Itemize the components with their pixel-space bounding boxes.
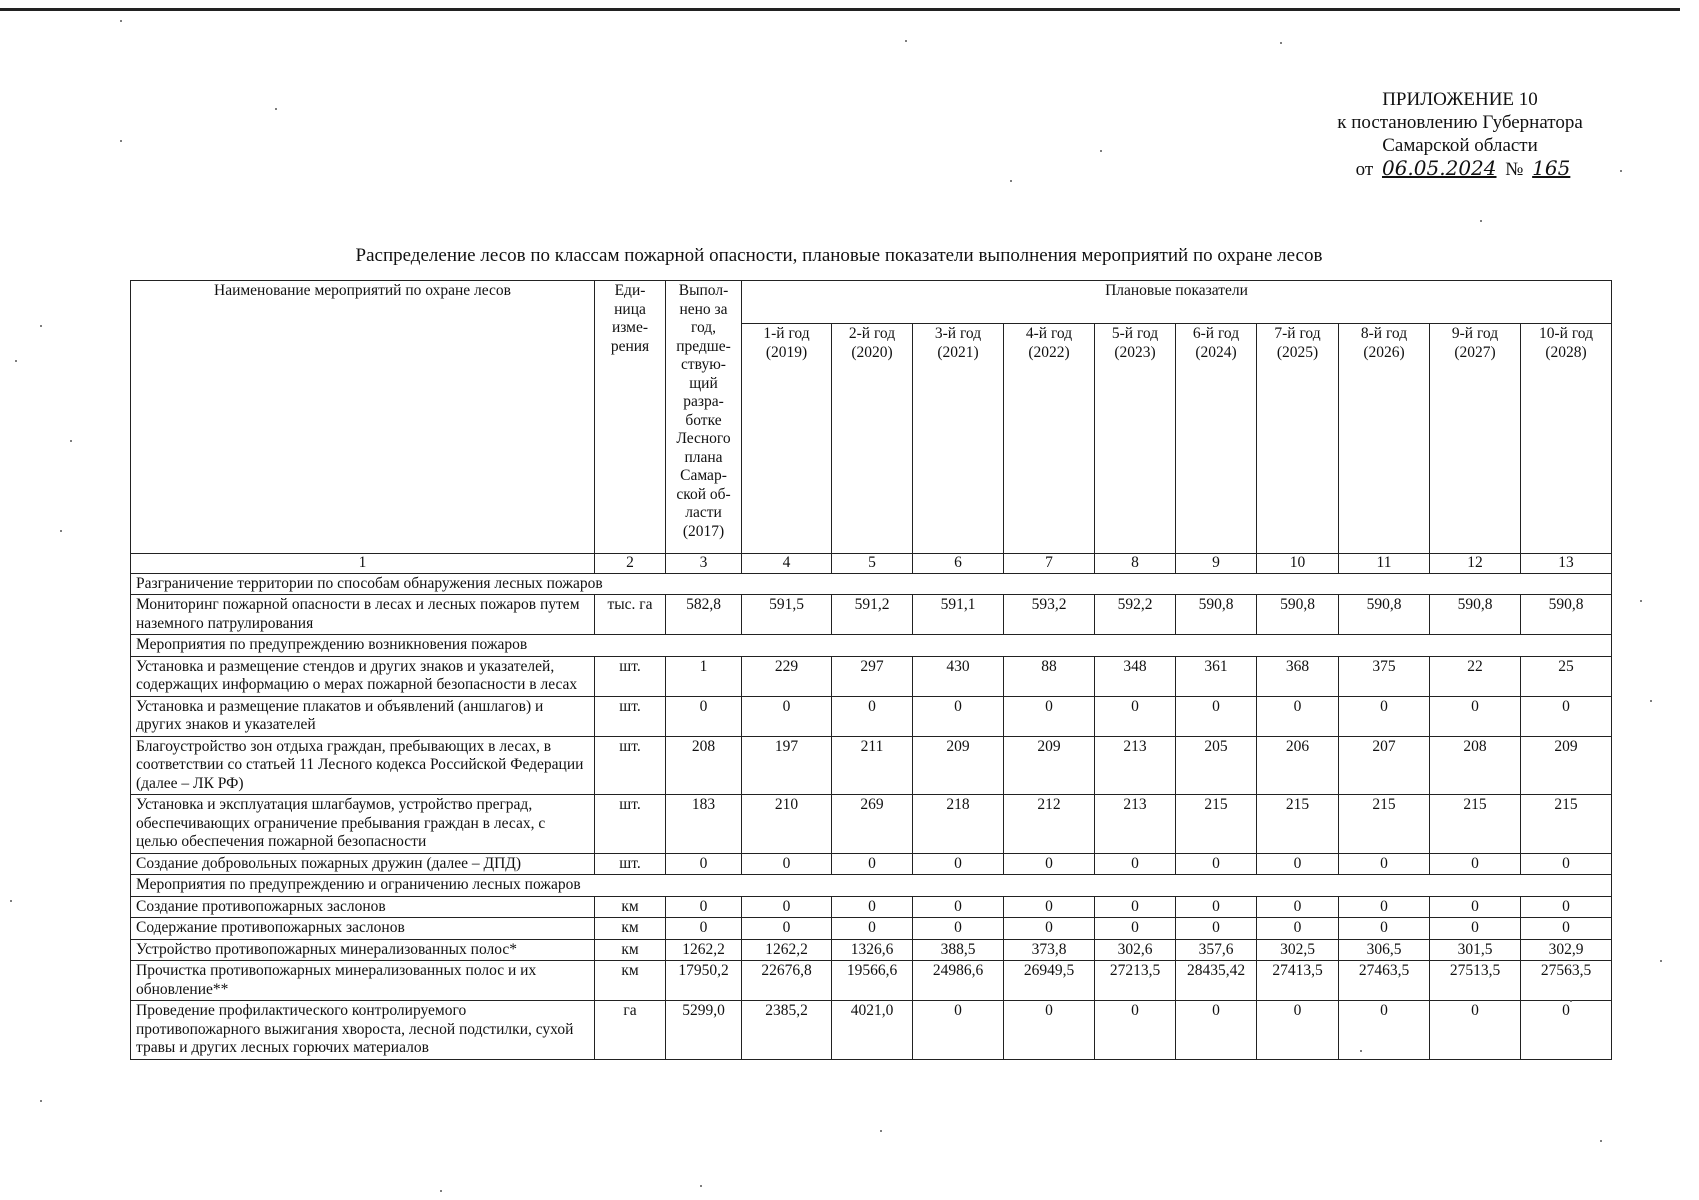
appendix-date-line [1356, 157, 1575, 181]
plan-value-cell: 591,1 [913, 595, 1004, 635]
plan-value-cell: 269 [832, 795, 913, 854]
plan-value-cell: 0 [1430, 896, 1521, 918]
plan-value-cell: 213 [1095, 736, 1176, 795]
measure-name: Проведение профилактического контролируемого противопожарного выжигания хвороста, лесной подстилки, сухой травы и других лесных горючих материалов [131, 1001, 595, 1060]
plan-value-cell: 0 [1430, 918, 1521, 940]
table-row [131, 853, 1612, 875]
plan-value-cell: 590,8 [1521, 595, 1612, 635]
section-title: Мероприятия по предупреждению и ограничению лесных пожаров [131, 875, 1612, 897]
plan-value-cell: 27513,5 [1430, 961, 1521, 1001]
plan-value-cell: 27463,5 [1339, 961, 1430, 1001]
section-title: Разграничение территории по способам обнаружения лесных пожаров [131, 573, 1612, 595]
scan-speck [1010, 180, 1012, 182]
plan-value-cell: 590,8 [1176, 595, 1257, 635]
plan-value-cell: 0 [1339, 1001, 1430, 1060]
plan-value-cell: 302,5 [1257, 939, 1339, 961]
plan-value-cell: 22676,8 [742, 961, 832, 1001]
column-number-cell: 6 [913, 554, 1004, 574]
handwritten-number: 165 [1532, 156, 1571, 180]
plan-value-cell: 229 [742, 656, 832, 696]
scan-speck [1640, 600, 1642, 602]
plan-value-cell: 1326,6 [832, 939, 913, 961]
done-value-cell: 0 [666, 696, 742, 736]
table-row [131, 656, 1612, 696]
plan-value-cell: 0 [1339, 896, 1430, 918]
plan-value-cell: 0 [1004, 696, 1095, 736]
plan-value-cell: 27563,5 [1521, 961, 1612, 1001]
column-number-cell: 10 [1257, 554, 1339, 574]
scan-speck [1480, 220, 1482, 222]
plan-value-cell: 218 [913, 795, 1004, 854]
section-title: Мероприятия по предупреждению возникновения пожаров [131, 635, 1612, 657]
plan-value-cell: 209 [1521, 736, 1612, 795]
scan-speck [1660, 960, 1662, 962]
plan-value-cell: 28435,42 [1176, 961, 1257, 1001]
header-plan-indicators: Плановые показатели [742, 281, 1612, 324]
plan-value-cell: 348 [1095, 656, 1176, 696]
plan-value-cell: 215 [1521, 795, 1612, 854]
unit-cell: шт. [595, 696, 666, 736]
section-row [131, 573, 1612, 595]
table-row [131, 918, 1612, 940]
plan-value-cell: 0 [1004, 918, 1095, 940]
plan-value-cell: 209 [1004, 736, 1095, 795]
plan-value-cell: 209 [913, 736, 1004, 795]
plan-value-cell: 210 [742, 795, 832, 854]
plan-value-cell: 0 [1257, 696, 1339, 736]
measure-name: Создание противопожарных заслонов [131, 896, 595, 918]
plan-value-cell: 0 [1339, 696, 1430, 736]
plan-value-cell: 0 [1176, 1001, 1257, 1060]
plan-value-cell: 1262,2 [742, 939, 832, 961]
column-number-cell: 1 [131, 554, 595, 574]
plan-value-cell: 593,2 [1004, 595, 1095, 635]
measure-name: Устройство противопожарных минерализованных полос* [131, 939, 595, 961]
column-number-cell: 11 [1339, 554, 1430, 574]
document-title: Распределение лесов по классам пожарной опасности, плановые показатели выполнения мероприятий по охране лесов [355, 245, 1323, 266]
plan-value-cell: 0 [1521, 696, 1612, 736]
plan-value-cell: 297 [832, 656, 913, 696]
plan-value-cell: 0 [832, 853, 913, 875]
scan-speck [1570, 1000, 1572, 1002]
measure-name: Установка и размещение стендов и других знаков и указателей, содержащих информацию о мерах пожарной безопасности в лесах [131, 656, 595, 696]
plan-value-cell: 591,5 [742, 595, 832, 635]
plan-value-cell: 0 [1521, 1001, 1612, 1060]
plan-value-cell: 0 [832, 896, 913, 918]
plan-value-cell: 27213,5 [1095, 961, 1176, 1001]
header-year-cell: 6-й год (2024) [1176, 324, 1257, 554]
header-year-cell: 3-й год (2021) [913, 324, 1004, 554]
unit-cell: км [595, 939, 666, 961]
scan-speck [10, 900, 12, 902]
header-year-cell: 10-й год (2028) [1521, 324, 1612, 554]
measure-name: Прочистка противопожарных минерализованных полос и их обновление** [131, 961, 595, 1001]
column-number-cell: 13 [1521, 554, 1612, 574]
handwritten-date: 06.05.2024 [1381, 156, 1497, 180]
scan-speck [40, 325, 42, 327]
done-value-cell: 1262,2 [666, 939, 742, 961]
unit-cell: шт. [595, 795, 666, 854]
plan-value-cell: 205 [1176, 736, 1257, 795]
plan-value-cell: 0 [1176, 918, 1257, 940]
plan-value-cell: 0 [742, 896, 832, 918]
plan-value-cell: 590,8 [1257, 595, 1339, 635]
plan-value-cell: 0 [913, 1001, 1004, 1060]
scan-speck [1100, 150, 1102, 152]
table-row [131, 961, 1612, 1001]
plan-value-cell: 19566,6 [832, 961, 913, 1001]
scan-speck [15, 360, 17, 362]
plan-value-cell: 0 [1257, 918, 1339, 940]
plan-value-cell: 215 [1257, 795, 1339, 854]
plan-value-cell: 0 [1004, 896, 1095, 918]
plan-value-cell: 0 [913, 696, 1004, 736]
plan-value-cell: 430 [913, 656, 1004, 696]
plan-value-cell: 0 [913, 896, 1004, 918]
measure-name: Благоустройство зон отдыха граждан, пребывающих в лесах, в соответствии со статьей 11 Лесного кодекса Российской Федерации (далее – ЛК РФ) [131, 736, 595, 795]
column-number-cell: 12 [1430, 554, 1521, 574]
table-row [131, 736, 1612, 795]
header-year-cell: 5-й год (2023) [1095, 324, 1176, 554]
plan-value-cell: 0 [742, 853, 832, 875]
column-number-cell: 8 [1095, 554, 1176, 574]
unit-cell: шт. [595, 736, 666, 795]
plan-value-cell: 0 [742, 696, 832, 736]
plan-value-cell: 306,5 [1339, 939, 1430, 961]
unit-cell: тыс. га [595, 595, 666, 635]
plan-value-cell: 2385,2 [742, 1001, 832, 1060]
plan-value-cell: 206 [1257, 736, 1339, 795]
scan-speck [70, 440, 72, 442]
unit-cell: шт. [595, 853, 666, 875]
measure-name: Установка и эксплуатация шлагбаумов, устройство преград, обеспечивающих ограничение пребывания граждан в лесах, с целью обеспечения пожарной безопасности [131, 795, 595, 854]
table-row [131, 696, 1612, 736]
scan-speck [60, 530, 62, 532]
plan-value-cell: 0 [1095, 896, 1176, 918]
plan-value-cell: 0 [1521, 896, 1612, 918]
plan-value-cell: 0 [1095, 918, 1176, 940]
column-number-cell: 2 [595, 554, 666, 574]
plan-value-cell: 0 [1257, 1001, 1339, 1060]
scan-speck [440, 1190, 442, 1192]
plan-value-cell: 0 [1430, 1001, 1521, 1060]
plan-value-cell: 357,6 [1176, 939, 1257, 961]
section-row [131, 875, 1612, 897]
plan-value-cell: 592,2 [1095, 595, 1176, 635]
plan-value-cell: 373,8 [1004, 939, 1095, 961]
done-value-cell: 582,8 [666, 595, 742, 635]
plan-value-cell: 0 [1521, 918, 1612, 940]
forest-protection-table [130, 280, 1612, 1060]
plan-value-cell: 26949,5 [1004, 961, 1095, 1001]
scan-speck [1280, 42, 1282, 44]
header-name-column: Наименование мероприятий по охране лесов [131, 281, 595, 554]
appendix-region-line: Самарской области [1382, 135, 1538, 156]
done-value-cell: 0 [666, 918, 742, 940]
header-year-cell: 7-й год (2025) [1257, 324, 1339, 554]
column-number-cell: 5 [832, 554, 913, 574]
plan-value-cell: 0 [1095, 696, 1176, 736]
plan-value-cell: 24986,6 [913, 961, 1004, 1001]
plan-value-cell: 215 [1339, 795, 1430, 854]
table-row [131, 795, 1612, 854]
unit-cell: км [595, 896, 666, 918]
scan-speck [905, 40, 907, 42]
unit-cell: га [595, 1001, 666, 1060]
column-number-cell: 7 [1004, 554, 1095, 574]
plan-value-cell: 302,6 [1095, 939, 1176, 961]
unit-cell: шт. [595, 656, 666, 696]
plan-value-cell: 591,2 [832, 595, 913, 635]
table-row [131, 595, 1612, 635]
plan-value-cell: 197 [742, 736, 832, 795]
plan-value-cell: 211 [832, 736, 913, 795]
header-done-column: Выпол- нено за год, предше- ствую- щий разра- ботке Лесного плана Самар- ской об- ласти (2017) [666, 281, 742, 554]
done-value-cell: 183 [666, 795, 742, 854]
done-value-cell: 0 [666, 896, 742, 918]
plan-value-cell: 0 [1095, 1001, 1176, 1060]
plan-value-cell: 0 [1257, 896, 1339, 918]
column-number-cell: 9 [1176, 554, 1257, 574]
table-row [131, 1001, 1612, 1060]
measure-name: Создание добровольных пожарных дружин (далее – ДПД) [131, 853, 595, 875]
done-value-cell: 0 [666, 853, 742, 875]
plan-value-cell: 0 [1004, 853, 1095, 875]
scan-speck [700, 1185, 702, 1187]
plan-value-cell: 0 [1339, 918, 1430, 940]
plan-value-cell: 0 [742, 918, 832, 940]
plan-value-cell: 0 [832, 696, 913, 736]
plan-value-cell: 590,8 [1339, 595, 1430, 635]
scan-speck [1600, 1140, 1602, 1142]
plan-value-cell: 0 [1176, 696, 1257, 736]
plan-value-cell: 212 [1004, 795, 1095, 854]
plan-value-cell: 590,8 [1430, 595, 1521, 635]
header-year-cell: 2-й год (2020) [832, 324, 913, 554]
plan-value-cell: 0 [1339, 853, 1430, 875]
plan-value-cell: 207 [1339, 736, 1430, 795]
header-year-cell: 8-й год (2026) [1339, 324, 1430, 554]
header-year-cell: 4-й год (2022) [1004, 324, 1095, 554]
table-body [131, 573, 1612, 1059]
plan-value-cell: 301,5 [1430, 939, 1521, 961]
column-number-cell: 4 [742, 554, 832, 574]
plan-value-cell: 388,5 [913, 939, 1004, 961]
done-value-cell: 1 [666, 656, 742, 696]
measure-name: Содержание противопожарных заслонов [131, 918, 595, 940]
scan-speck [120, 20, 122, 22]
plan-value-cell: 0 [1257, 853, 1339, 875]
scan-speck [880, 1130, 882, 1132]
plan-value-cell: 0 [1004, 1001, 1095, 1060]
measure-name: Мониторинг пожарной опасности в лесах и лесных пожаров путем наземного патрулирования [131, 595, 595, 635]
plan-value-cell: 0 [832, 918, 913, 940]
plan-value-cell: 208 [1430, 736, 1521, 795]
date-prefix: от [1355, 159, 1374, 180]
unit-cell: км [595, 918, 666, 940]
header-year-cell: 9-й год (2027) [1430, 324, 1521, 554]
plan-value-cell: 0 [913, 853, 1004, 875]
scan-speck [120, 140, 122, 142]
appendix-title: ПРИЛОЖЕНИЕ 10 [1382, 89, 1538, 110]
done-value-cell: 17950,2 [666, 961, 742, 1001]
number-label: № [1505, 159, 1524, 180]
plan-value-cell: 302,9 [1521, 939, 1612, 961]
header-year-cell: 1-й год (2019) [742, 324, 832, 554]
header-unit-column: Еди- ница изме- рения [595, 281, 666, 554]
plan-value-cell: 0 [1430, 696, 1521, 736]
plan-value-cell: 88 [1004, 656, 1095, 696]
scan-speck [40, 1100, 42, 1102]
column-number-cell: 3 [666, 554, 742, 574]
table-row [131, 939, 1612, 961]
measure-name: Установка и размещение плакатов и объявлений (аншлагов) и других знаков и указателей [131, 696, 595, 736]
plan-value-cell: 213 [1095, 795, 1176, 854]
table-row [131, 896, 1612, 918]
plan-value-cell: 0 [1176, 896, 1257, 918]
plan-value-cell: 375 [1339, 656, 1430, 696]
plan-value-cell: 361 [1176, 656, 1257, 696]
scan-speck [1360, 1050, 1362, 1052]
column-numbers-row [131, 554, 1612, 574]
plan-value-cell: 368 [1257, 656, 1339, 696]
plan-value-cell: 4021,0 [832, 1001, 913, 1060]
plan-value-cell: 0 [1430, 853, 1521, 875]
appendix-block [1300, 88, 1620, 181]
plan-value-cell: 0 [1095, 853, 1176, 875]
scan-speck [1620, 170, 1622, 172]
unit-cell: км [595, 961, 666, 1001]
header-row-top [131, 281, 1612, 324]
plan-value-cell: 22 [1430, 656, 1521, 696]
done-value-cell: 5299,0 [666, 1001, 742, 1060]
section-row [131, 635, 1612, 657]
plan-value-cell: 215 [1430, 795, 1521, 854]
plan-value-cell: 0 [913, 918, 1004, 940]
top-border-line [0, 8, 1680, 11]
scan-speck [1650, 700, 1652, 702]
plan-value-cell: 0 [1521, 853, 1612, 875]
plan-value-cell: 27413,5 [1257, 961, 1339, 1001]
plan-value-cell: 25 [1521, 656, 1612, 696]
appendix-decree-line: к постановлению Губернатора [1337, 112, 1583, 133]
plan-value-cell: 0 [1176, 853, 1257, 875]
scan-speck [275, 108, 277, 110]
done-value-cell: 208 [666, 736, 742, 795]
plan-value-cell: 215 [1176, 795, 1257, 854]
